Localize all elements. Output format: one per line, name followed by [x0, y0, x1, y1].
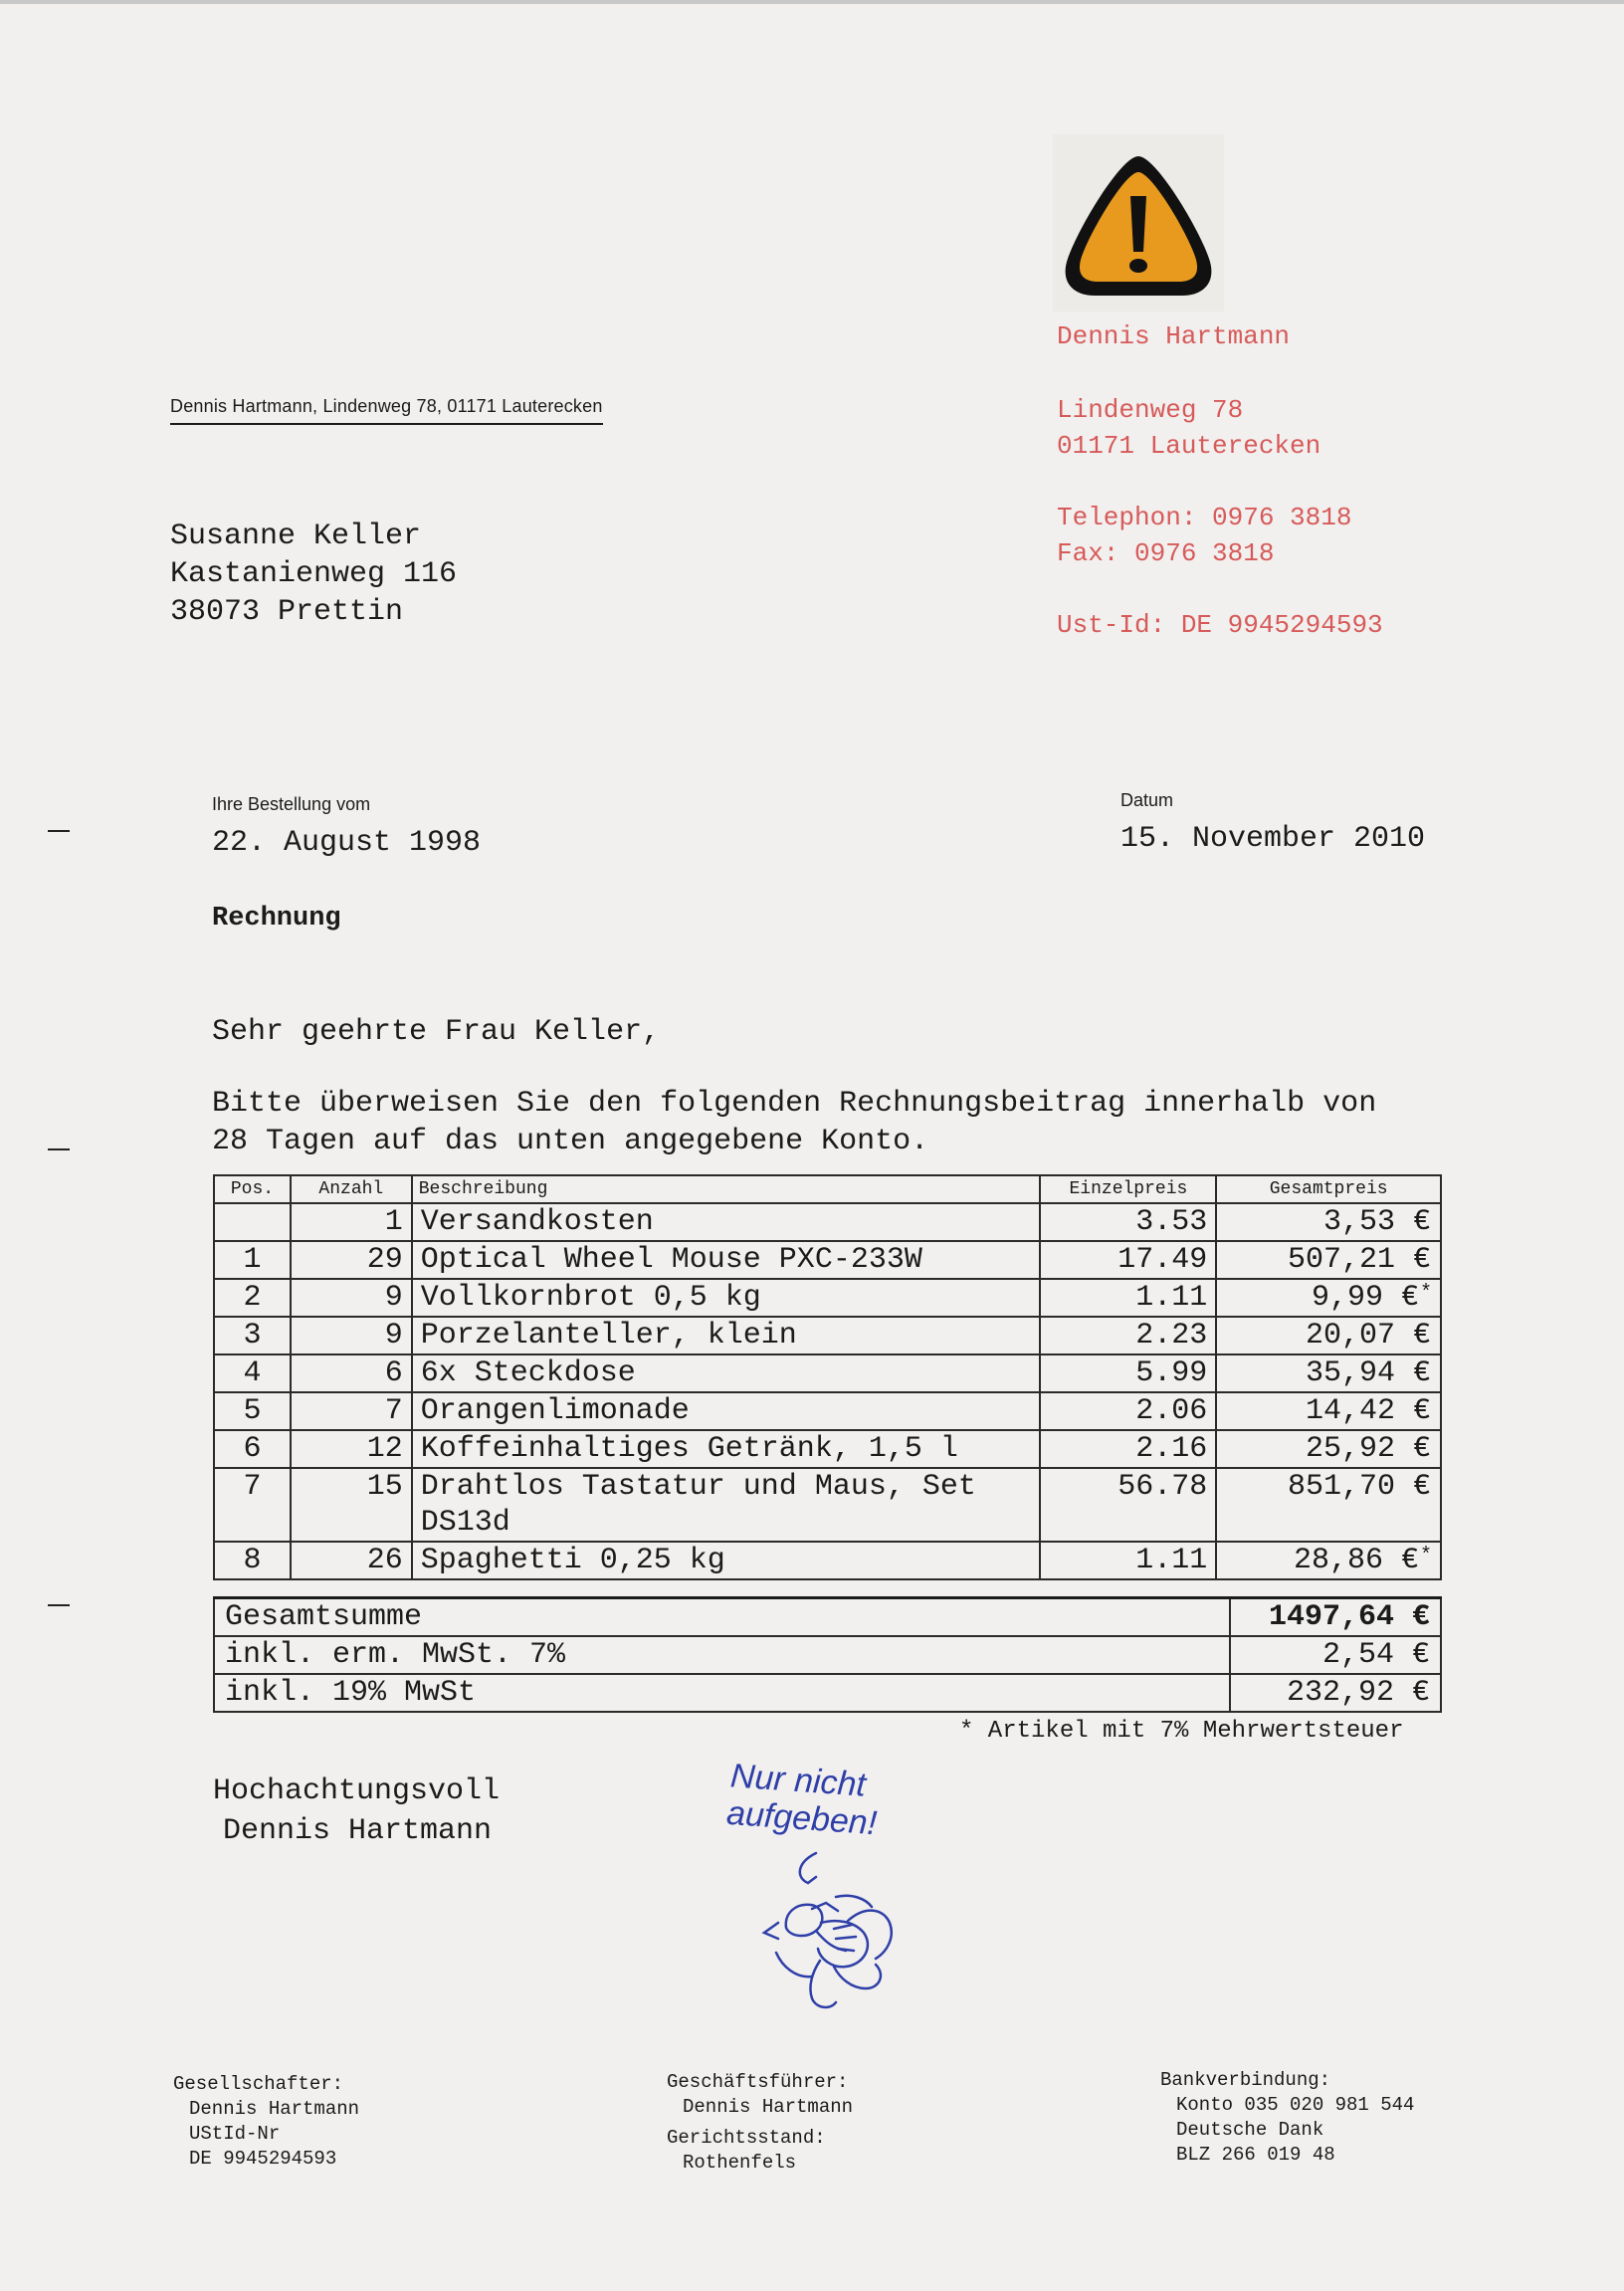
row-total-value: 3,53 € — [1322, 1205, 1431, 1239]
row-total-value: 28,86 € — [1293, 1544, 1419, 1577]
row-vat-marker: * — [1419, 1282, 1432, 1305]
footer-ustid-value: DE 9945294593 — [189, 2148, 337, 2170]
row-unit-price: 5.99 — [1040, 1354, 1216, 1392]
row-qty: 7 — [291, 1392, 412, 1430]
row-total — [1216, 1317, 1441, 1354]
company-street: Lindenweg 78 — [1057, 395, 1244, 425]
page-top-edge — [0, 0, 1624, 4]
row-description — [412, 1468, 1041, 1542]
company-fax: Fax: 0976 3818 — [1057, 538, 1275, 568]
row-unit-price: 56.78 — [1040, 1468, 1216, 1542]
motivational-stamp — [716, 1754, 935, 2052]
table-row — [214, 1354, 1441, 1392]
vat-footnote: * Artikel mit 7% Mehrwertsteuer — [959, 1718, 1404, 1745]
footer-management — [667, 2070, 853, 2176]
stamp-text-line-2: aufgeben! — [724, 1793, 879, 1843]
vat-standard-label: inkl. 19% MwSt — [214, 1674, 1230, 1712]
table-row — [214, 1241, 1441, 1279]
footer-ustid-label: UStId-Nr — [189, 2123, 281, 2145]
warning-icon — [1053, 134, 1224, 312]
vat-reduced-label: inkl. erm. MwSt. 7% — [214, 1636, 1230, 1674]
row-total-value: 851,70 € — [1287, 1470, 1431, 1504]
row-pos: 3 — [214, 1317, 291, 1354]
row-total — [1216, 1430, 1441, 1468]
footer-ceo-name: Dennis Hartmann — [683, 2096, 854, 2118]
vat-reduced-value: 2,54 € — [1230, 1636, 1441, 1674]
column-header-pos: Pos. — [214, 1175, 291, 1203]
recipient-address — [170, 518, 457, 631]
row-description: Optical Wheel Mouse PXC-233W — [412, 1241, 1041, 1279]
footer-blz: BLZ 266 019 48 — [1176, 2144, 1335, 2166]
column-header-unit-price: Einzelpreis — [1040, 1175, 1216, 1203]
column-header-description: Beschreibung — [412, 1175, 1041, 1203]
table-row — [214, 1468, 1441, 1542]
row-total-value: 507,21 € — [1287, 1243, 1431, 1277]
row-pos: 1 — [214, 1241, 291, 1279]
closing — [213, 1771, 500, 1851]
row-total-value: 9,99 € — [1311, 1281, 1419, 1315]
recipient-street: Kastanienweg 116 — [170, 557, 458, 591]
row-unit-price: 2.06 — [1040, 1392, 1216, 1430]
closing-name: Dennis Hartmann — [223, 1814, 493, 1848]
row-pos: 6 — [214, 1430, 291, 1468]
footer-bank — [1160, 2068, 1414, 2168]
row-description: Versandkosten — [412, 1203, 1041, 1241]
vat-standard-row — [214, 1674, 1441, 1712]
row-pos — [214, 1203, 291, 1241]
row-pos: 4 — [214, 1354, 291, 1392]
row-total — [1216, 1203, 1441, 1241]
row-description: Koffeinhaltiges Getränk, 1,5 l — [412, 1430, 1041, 1468]
row-qty: 6 — [291, 1354, 412, 1392]
footer-bank-title: Bankverbindung: — [1160, 2069, 1331, 2091]
intro-line-1: Bitte überweisen Sie den folgenden Rechnungsbeitrag innerhalb von — [212, 1087, 1377, 1121]
row-qty: 15 — [291, 1468, 412, 1542]
invoice-date-value: 15. November 2010 — [1120, 822, 1426, 856]
footer-shareholder-title: Gesellschafter: — [173, 2073, 344, 2095]
company-logo — [1053, 134, 1224, 312]
row-pos: 8 — [214, 1542, 291, 1579]
company-name: Dennis Hartmann — [1057, 321, 1291, 351]
row-pos: 5 — [214, 1392, 291, 1430]
fold-mark-middle — [48, 1148, 70, 1150]
invoice-date-label: Datum — [1120, 790, 1174, 810]
total-row — [214, 1598, 1441, 1637]
row-total — [1216, 1468, 1441, 1542]
stamp-text-line-1: Nur nicht — [728, 1757, 868, 1804]
row-unit-price: 17.49 — [1040, 1241, 1216, 1279]
row-total-value: 20,07 € — [1305, 1319, 1431, 1353]
grand-total-label: Gesamtsumme — [214, 1598, 1230, 1637]
table-row — [214, 1430, 1441, 1468]
row-qty: 1 — [291, 1203, 412, 1241]
vat-standard-value: 232,92 € — [1230, 1674, 1441, 1712]
row-total — [1216, 1279, 1441, 1317]
row-total — [1216, 1241, 1441, 1279]
order-date-label: Ihre Bestellung vom — [212, 794, 371, 814]
row-unit-price: 1.11 — [1040, 1279, 1216, 1317]
row-qty: 29 — [291, 1241, 412, 1279]
footer-shareholder-name: Dennis Hartmann — [189, 2098, 360, 2120]
company-ustid: Ust-Id: DE 9945294593 — [1057, 610, 1383, 640]
row-unit-price: 3.53 — [1040, 1203, 1216, 1241]
row-unit-price: 2.23 — [1040, 1317, 1216, 1354]
row-description-line-1: Drahtlos Tastatur und Maus, Set — [420, 1470, 976, 1504]
fold-mark-bottom — [48, 1604, 70, 1606]
row-qty: 9 — [291, 1279, 412, 1317]
salutation: Sehr geehrte Frau Keller, — [212, 1015, 661, 1049]
company-city: 01171 Lauterecken — [1057, 431, 1321, 461]
row-description: Porzelanteller, klein — [412, 1317, 1041, 1354]
order-date-value: 22. August 1998 — [212, 826, 482, 860]
column-header-total-price: Gesamtpreis — [1216, 1175, 1441, 1203]
fold-mark-top — [48, 830, 70, 832]
row-description: Vollkornbrot 0,5 kg — [412, 1279, 1041, 1317]
column-header-qty: Anzahl — [291, 1175, 412, 1203]
row-total-value: 25,92 € — [1305, 1432, 1431, 1466]
row-total — [1216, 1392, 1441, 1430]
document-title: Rechnung — [212, 904, 341, 934]
footer-jurisdiction-title: Gerichtsstand: — [667, 2127, 826, 2149]
invoice-totals-table — [213, 1596, 1442, 1713]
row-qty: 26 — [291, 1542, 412, 1579]
recipient-name: Susanne Keller — [170, 520, 422, 553]
sender-return-address: Dennis Hartmann, Lindenweg 78, 01171 Lauterecken — [170, 396, 603, 425]
table-row — [214, 1542, 1441, 1579]
closing-greeting: Hochachtungsvoll — [213, 1774, 501, 1808]
row-description: Orangenlimonade — [412, 1392, 1041, 1430]
row-total — [1216, 1542, 1441, 1579]
table-header-row — [214, 1175, 1441, 1203]
footer-bank-name: Deutsche Dank — [1176, 2119, 1324, 2141]
row-qty: 12 — [291, 1430, 412, 1468]
intro-text — [212, 1085, 1446, 1160]
row-unit-price: 1.11 — [1040, 1542, 1216, 1579]
vat-reduced-row — [214, 1636, 1441, 1674]
table-row — [214, 1392, 1441, 1430]
grand-total-value: 1497,64 € — [1230, 1598, 1441, 1637]
footer-ceo-title: Geschäftsführer: — [667, 2071, 849, 2093]
row-unit-price: 2.16 — [1040, 1430, 1216, 1468]
row-pos: 7 — [214, 1468, 291, 1542]
row-description: Spaghetti 0,25 kg — [412, 1542, 1041, 1579]
company-phone: Telephon: 0976 3818 — [1057, 503, 1352, 532]
table-row — [214, 1279, 1441, 1317]
intro-line-2: 28 Tagen auf das unten angegebene Konto. — [212, 1125, 929, 1158]
invoice-items-table — [213, 1174, 1442, 1580]
footer-shareholder — [173, 2072, 359, 2172]
row-total-value: 14,42 € — [1305, 1394, 1431, 1428]
row-vat-marker: * — [1419, 1545, 1432, 1567]
row-total — [1216, 1354, 1441, 1392]
recipient-city: 38073 Prettin — [170, 595, 404, 629]
footer-account-number: Konto 035 020 981 544 — [1176, 2094, 1415, 2116]
footer-jurisdiction-value: Rothenfels — [683, 2152, 797, 2174]
row-description: 6x Steckdose — [412, 1354, 1041, 1392]
row-pos: 2 — [214, 1279, 291, 1317]
table-row — [214, 1203, 1441, 1241]
table-row — [214, 1317, 1441, 1354]
row-total-value: 35,94 € — [1305, 1356, 1431, 1390]
row-qty: 9 — [291, 1317, 412, 1354]
row-description-line-2: DS13d — [420, 1506, 510, 1540]
